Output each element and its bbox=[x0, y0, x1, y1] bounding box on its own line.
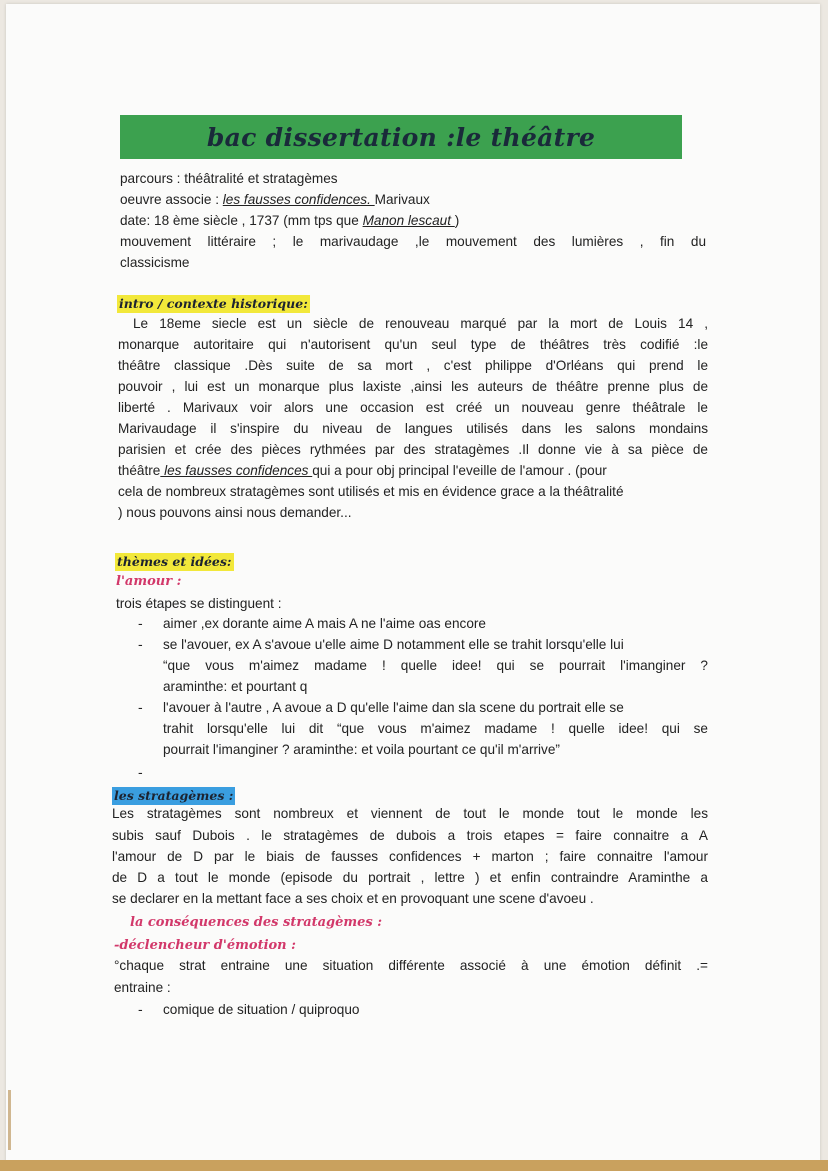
strat-emotion-line-2: entraine : bbox=[114, 980, 171, 995]
bullet-3-line-2: trahit lorsqu'elle lui dit “que vous m'aimez madame ! quelle idee! qui se bbox=[163, 721, 708, 736]
strat-line-4: de D a tout le monde (episode du portrait , lettre ) et enfin contraindre Araminthe a bbox=[112, 870, 708, 885]
bullet-dash-empty: - bbox=[138, 764, 143, 780]
bullet-dash-1: - bbox=[138, 615, 143, 631]
bullet-2-line-1: se l'avouer, ex A s'avoue u'elle aime D notamment elle se trahit lorsqu'elle lui bbox=[163, 637, 624, 652]
intro-heading: intro / contexte historique: bbox=[119, 296, 308, 311]
strat-emotion-line-1: °chaque strat entraine une situation différente associé à une émotion définit .= bbox=[114, 958, 708, 973]
intro-line-8-suffix: qui a pour obj principal l'eveille de l'amour . (pour bbox=[312, 463, 607, 478]
date-reference: Manon lescaut bbox=[362, 213, 455, 228]
oeuvre-title: les fausses confidences. bbox=[222, 192, 375, 207]
oeuvre-prefix: oeuvre associe : bbox=[120, 192, 223, 207]
page-title: bac dissertation :le théâtre bbox=[206, 122, 596, 152]
bullet-dash-2: - bbox=[138, 636, 143, 652]
etapes-intro: trois étapes se distinguent : bbox=[116, 596, 282, 611]
declencheur-heading: -déclencheur d'émotion : bbox=[114, 938, 296, 953]
strat-line-2: subis sauf Dubois . le stratagèmes de dubois a trois etapes = faire connaitre a A bbox=[112, 828, 708, 843]
intro-line-10: ) nous pouvons ainsi nous demander... bbox=[118, 505, 352, 520]
date-line bbox=[120, 210, 459, 231]
intro-line-9: cela de nombreux stratagèmes sont utilisés et mis en évidence grace a la théâtralité bbox=[118, 484, 624, 499]
comique-bullet-text: comique de situation / quiproquo bbox=[163, 1002, 360, 1017]
stratagemes-heading: les stratagèmes : bbox=[114, 788, 234, 803]
intro-line-5: liberté . Marivaux voir alors une occasion est créé un nouveau genre théâtrale le bbox=[118, 400, 708, 415]
date-suffix: ) bbox=[454, 213, 460, 228]
bullet-2-line-2: “que vous m'aimez madame ! quelle idee! qui se pourrait l'imanginer ? bbox=[163, 658, 708, 673]
intro-line-2: monarque autoritaire qui n'autorisent qu'un seul type de théâtres très codifié :le bbox=[118, 337, 708, 352]
strat-line-5: se declarer en la mettant face a ses choix et en provoquant une scene d'avoeu . bbox=[112, 891, 594, 906]
intro-line-8 bbox=[118, 460, 607, 481]
themes-heading: thèmes et idées: bbox=[117, 554, 232, 569]
date-prefix: date: 18 ème siècle , 1737 (mm tps que bbox=[120, 213, 363, 228]
amour-heading: l'amour : bbox=[116, 574, 182, 589]
intro-line-4: pouvoir , lui est un monarque plus laxiste ,ainsi les auteurs de théâtre prenne plus de bbox=[118, 379, 708, 394]
bullet-2-line-3: araminthe: et pourtant q bbox=[163, 679, 308, 694]
parcours-line: parcours : théâtralité et stratagèmes bbox=[120, 171, 338, 186]
mouvement-line-1: mouvement littéraire ; le marivaudage ,le mouvement des lumières , fin du bbox=[120, 234, 706, 249]
intro-line-8-prefix: théâtre bbox=[118, 463, 161, 478]
table-edge bbox=[0, 1160, 828, 1171]
strat-line-1: Les stratagèmes sont nombreux et viennent de tout le monde tout le monde les bbox=[112, 806, 708, 821]
bullet-3-line-1: l'avouer à l'autre , A avoue a D qu'elle l'aime dan sla scene du portrait elle se bbox=[163, 700, 624, 715]
title-banner bbox=[120, 115, 682, 159]
intro-line-1: Le 18eme siecle est un siècle de renouveau marqué par la mort de Louis 14 , bbox=[133, 316, 708, 331]
intro-line-3: théâtre classique .Dès suite de sa mort , c'est philippe d'Orléans qui prend le bbox=[118, 358, 708, 373]
bullet-dash-4: - bbox=[138, 1001, 143, 1017]
scan-edge-mark bbox=[8, 1090, 11, 1150]
intro-line-7: parisien et crée des pièces rythmées par des stratagèmes .Il donne vie à sa pièce de bbox=[118, 442, 708, 457]
bullet-3-line-3: pourrait l'imanginer ? araminthe: et voila pourtant ce qu'il m'arrive” bbox=[163, 742, 560, 757]
strat-line-3: l'amour de D par le biais de fausses confidences + marton ; faire connaitre l'amour bbox=[112, 849, 708, 864]
oeuvre-author: Marivaux bbox=[374, 192, 430, 207]
consequences-heading: la conséquences des stratagèmes : bbox=[130, 915, 383, 930]
intro-line-8-title: les fausses confidences bbox=[160, 463, 313, 478]
mouvement-line-2: classicisme bbox=[120, 255, 190, 270]
bullet-1-text: aimer ,ex dorante aime A mais A ne l'aime oas encore bbox=[163, 616, 486, 631]
oeuvre-line bbox=[120, 189, 430, 210]
intro-line-6: Marivaudage il s'inspire du niveau de langues utilisés dans les salons mondains bbox=[118, 421, 708, 436]
bullet-dash-3: - bbox=[138, 699, 143, 715]
